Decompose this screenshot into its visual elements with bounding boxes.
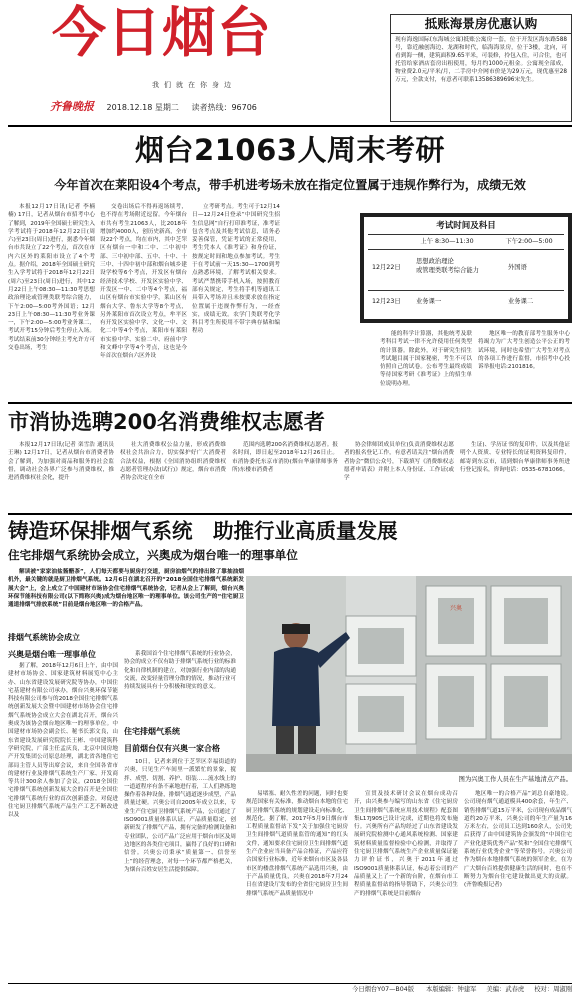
schedule-row-2 <box>368 297 564 311</box>
story1-subhead: 今年首次在莱阳设4个考点，带手机进考场未放在指定位置属于违规作弊行为，成绩无效 <box>54 178 526 192</box>
story2-col1: 本报12月17日讯(记者 栾雪浩 通讯员 王琳) 12月17日，记者从烟台市消费者协会了解到，为加强对商品和服务的社会监督，调动社会各界广泛参与消费维权，推进消费维权社会化，提升 <box>8 442 114 482</box>
story3-mid-heading <box>124 726 236 754</box>
left-heading-2: 兴奥是烟台唯一理事单位 <box>8 650 96 659</box>
mid-heading-2: 目前烟台仅有兴奥一家合格 <box>124 744 220 753</box>
story3-headline: 铸造环保排烟气系统 助推行业高质量发展 <box>8 519 398 543</box>
ad-body: 现有海逸国际(东海城公寓)抵账公寓房一套，位于开发区海东路588号，靠近融创海边、龙湖和时代，临海海景房，位于3楼，北向，可看到海一侧，建筑面积9.65平米，可装修，拎包入住，可合住，也可托管给家酒店套房出租使用，每月约1000元租金。公寓现全部成，物业费2.0元/平米/月，二手房中介网市价是为29万元，现优惠至28万元，全款支付，有意者可联系13586389696宋先生。 <box>395 37 567 83</box>
story1-col1: 本报12月17日讯(记者 李楠楠) 17日，记者从烟台市招考中心了解到，2019年全国硕士研究生入学考试将于2018年12月22日(周六)至23日(周日)进行，据悉今年烟台市共设立了22个考点，首次在市内六区外的莱阳市设立了4个考点。据介绍，2018年全国硕士研究生入学考试将于2018年12月22日(周六)至23日(周日)进行，其中12月22日上午08:30—11:30考思想政治理论或管理类联考综合能力，下午2:00—5:00考外国语；12月23日上午08:30—11:30考业务课一，下午2:00—5:00考业务课二，考试开考15分钟后考生停止入场。考试结束前30分钟经主考允许方可交卷出场，考生 <box>8 204 95 352</box>
masthead <box>0 0 390 100</box>
story1-col2: 交卷出场后不得再返场续考，也不得在考场附近逗留。今年烟台市共有考生21063人，比2018年增加约4000人，创历史新高，全市设22个考点，均在市内，其中芝罘区有烟台一中和二中、二中初中部、三中初中部、五中、十中、十三中、十四中初中部和烟台城乡建设学校等6个考点，开发区有烟台经济技术学校、开发区实验中学、开发区一中、二中等4个考点，福山区有烟台市实验中学，莱山区有烟台大学、鲁东大学等8个考点，另外莱阳市首次设立考点，牟平区有开发区实验中学、文化一中、文化二中等4个考点，莱阳市有莱阳市实验中学、实验二中、府前中学和文峰中学等4个考点，这也是今年首次在烟台六区外设 <box>100 204 187 360</box>
page-footer <box>8 984 572 995</box>
story2-headline: 市消协选聘200名消费维权志愿者 <box>8 410 325 434</box>
story1-col3: 立考研考点。考生可于12月14日—12月24日登录“中国研究生招生信息网”自行打印准考证，准考证包含考点及其他考试信息，请务必妥善保管，凭证考试的正常使用，考生凭本人《准考证》和身份证，按规定时间和地点参加考试。考生于在考试前一天15:30—1700到考点熟悉环境，了解考试相关要求。考试严禁携带手机入场，按照教育部有关规定，考生将手机等通讯工具带入考场并且未按要求放在指定位置属于违规作弊行为，一经查实，成绩无效。农学门类联考化学科目考生所使用不带字典存储和编程功 <box>192 204 280 335</box>
story2-col3: 范围内选聘200名消费维权志愿者。报名时间，即日起至2018年12月26日止。市消协委托东京市消协(烟台华康律师事务所)东楼市消费者 <box>232 442 338 473</box>
story2-col4: 协会律师团成员单位)负责消费维权志愿者的报名登记工作，有意者请关注“烟台消费者协会”微信公众号，下载填写《消费维权志愿者申请表》并附上本人身份证、工作证(或学 <box>344 442 454 482</box>
story2-col2: 社大消费维权公益力量，形成消费维权社会共治合力，切实保护好广大消费者合法权益，根据《全国消协组织消费维权志愿者管理办法(试行)》规定，烟台市消费者协会决定在全市 <box>120 442 226 482</box>
schedule-pm-subject: 业务课二 <box>508 298 534 305</box>
story1-col5: 地区唯一的教育部考生服务中心将竭力为广大考生创造公平公正的考试环境，同时也希望广大考生对考点的各项工作进行监督，市招考中心投诉举报电话:2101816。 <box>478 331 570 371</box>
schedule-row-1 <box>368 257 564 285</box>
story3-mid-body-b: 10日，记者来到位于芝罘区幸福街道的兴奥，只见生产车间里一派繁忙的景象，搅拌、成型、切割、养护、组装……流水线上的一道道程序有条不紊地进行着，工人们熟练地操作着各种设备，排烟气通道逐步成型，产品质量过硬。兴奥公司自2005年成立以来，专业生产住宅厨卫排烟气系统产品，公司通过了ISO9001质量体系认证，产品质量稳定，创新研发了排烟气产品，拥有完备的检测设备和专业团队，公司产品广泛应用于烟台市区及周边地区的各类住宅项目，赢得了良好的口碑和信誉。兴奥公司秉承“质量第一、信誉至上”的经营理念，对每一个环节都严格把关，为烟台百姓安居生活提供保障。 <box>124 759 236 873</box>
exam-schedule-box <box>360 213 572 323</box>
masthead-slogan: 我们就在你身边 <box>152 81 236 89</box>
factory-photo <box>246 576 572 772</box>
story1-headline: 烟台21063人周末考研 <box>135 133 445 167</box>
story3-left-heading <box>8 632 118 660</box>
schedule-am-subject: 业务课一 <box>416 298 442 305</box>
schedule-pm-header: 下午2:00—5:00 <box>505 238 553 245</box>
schedule-title: 考试时间及科目 <box>436 221 496 231</box>
issue-date: 2018.12.18 星期二 <box>106 103 179 112</box>
story3-lower-col1: 易堵塞、耐久性差的问题，同时也要规范国家有关标准，推动烟台本地的住宅厨卫排烟气系统的规划建设走向标准化、规范化。据了解，2017年5月9日烟台市工程质量监督站下发“关于加强住宅厨房卫生间排烟气道质量监管的通知”的红头文件，通知要求住宅厨房卫生间排烟气道生产企业应当具备产品合格证，产品应符合国家行业标准，近年来烟台市区及各县市区的楼盘排烟气系统产品选用兴奥，由于产品质量优良，兴奥在2018年7月24日在省建设厅发布的全省住宅厨房卫生间排烟气系统产品质量情况中 <box>246 791 348 897</box>
masthead-info-bar <box>50 100 390 114</box>
story2-col5: 生证)、学历证书的复印件，以及其他证明个人资质、专业特长的证明资料复印件，邮寄到东京市，请到烟台华康律师事务所进行登记报名，咨询电话：0535-6781066。 <box>460 442 570 473</box>
mid-heading-1: 住宅排烟气系统 <box>124 727 180 736</box>
reader-hotline: 读者热线：96706 <box>191 103 257 112</box>
schedule-date: 12月23日 <box>372 298 401 305</box>
photo-caption: 图为兴奥工作人员在生产基地清点产品。 <box>458 776 572 783</box>
ad-title: 抵账海景房优惠认购 <box>391 15 571 34</box>
story3-lower-col2: 宣贯及技术研讨会议在烟台成功召开，由兴奥参与编写的山东省《住宅厨房卫生间排烟气系统应用技术规程》配套图集L17J905已设计完成，近期也将发布施行。兴奥所有产品均经过了山东省建设发展研究院检测中心通风系统检测、国家建筑材料质量监督检验中心检测，并取得了住宅厨卫排烟气系统生产企业质量保证能力评价证书，兴奥于2011年通过ISO9001质量体系认证，标志着公司的产品质量又上了一个新的台阶，在烟台市工程质量监督站的指导帮助下，兴奥公司生产的排烟气系统是目前烟台 <box>354 791 458 897</box>
story3-subhead: 住宅排烟气系统协会成立，兴奥成为烟台唯一的理事单位 <box>8 548 298 562</box>
story3-lead: 解读被“家家油盐酱醋茶”，人们每天都要与厨房打交道，厨房油烟气的排出除了靠抽油烟机外，最关键的就是厨卫排烟气系统。12月6日在湖北召开的“2018全国住宅排烟气系统新发展大会”上，会上成立了中国建材市场协会住宅排烟气系统协会，记者从会上了解到，烟台兴奥环保节能科技有限公司(以下简称兴奥)成为烟台地区唯一的理事单位。该公司生产的“住宅厨卫通道排烟气排放系统”目前是烟台地区唯一的合格产品。 <box>8 569 244 609</box>
schedule-date: 12月22日 <box>372 264 401 271</box>
paper-logo: 齐鲁晚报 <box>50 100 94 113</box>
footer-editor: 本版编辑：钟建军 <box>426 986 477 993</box>
left-heading-1: 排烟气系统协会成立 <box>8 633 80 642</box>
masthead-logo: 今日烟台 <box>52 1 272 64</box>
ad-box <box>390 14 572 122</box>
story1-col4: 能的科学计算器，其他统考及联考科目考试一律不允许使用任何类型的计算器。除此外，对于研究生招生考试题目属于国家秘密，考生不可以仿照自己的试卷。公布考生最终成绩等待国家考研《准考证》上的招生单位说明办理。 <box>380 331 472 387</box>
schedule-am-header: 上午 8:30—11:30 <box>420 238 474 245</box>
svg-text:兴奥: 兴奥 <box>450 605 463 612</box>
factory-photo-image <box>246 576 572 772</box>
schedule-am-subject: 思想政治理论 或管理类联考综合能力 <box>416 258 479 274</box>
schedule-pm-subject: 外国语 <box>508 264 527 271</box>
story3-mid-body-a: 系我国首个住宅排烟气系统的行业协会，协会的成立不仅有助于排烟气系统行业的标准化和自律机制的建立，对加强行业内部的沟通交流，改变轻量管理分散的情况，推动行业可持续发展具有十分积极和现实的意义。 <box>124 651 236 691</box>
story3-left-body: 据了解，2018年12月6日上午，由中国建材市场协会、国家建筑材料展览中心主办、山东省建设发展研究院等协办，中国住宅基建材有限公司承办，烟台兴奥环保节能科技有限公司参与的2018全国住宅排烟气系统创新发展大会暨中国建材市场协会住宅排烟气系统协会成立大会在湖北召开，烟台兴奥成为该协会烟台地区唯一的理事单位。中国建材市场协会副会长、秘书长郭文良，山东省建设发展研究院院长王彬、中国建筑科学研究院，广部主任孟庆良，北京中国房地产开发集团公司原总经理，湖北省各地住宅部局主管人员等出席会议，来自全国各省市的建材行业及排烟气系统生产厂家、开发商等共计300余人参加了会议。(2018全国住宅排烟气系统创新发展大会的召开是全国住宅排烟气系统行业的首次创新盛会，对促进住宅厨卫排烟气系统产品生产工艺不断改进以及 <box>8 663 118 819</box>
footer-edition: 今日烟台Y07—B04版 <box>352 986 415 993</box>
story3-lower-col3: 地区唯一的合格产品”刘总自豪地说。公司现有烟气通道模具400余套，年生产、销售排烟气道15万平米，公司现有成品烟气道约20万平米，兴奥公司的年生产量为16万米左右，公司员工达到160余人，公司先后获得了由中国建筑协会颁发的“中国住宅产业化建筑优秀产品”奖和“全国住宅排烟气系统行业优秀企业”等荣誉称号。兴奥公司作为烟台本地排烟气系统的领军企业，在为广大烟台百姓提供健康生活的同时，也在不断努力为烟台住宅建设做出更大的贡献。(齐鲁晚报记者) <box>464 791 572 889</box>
footer-proof: 校对：周淑刚 <box>534 986 572 993</box>
footer-designer: 美编：武春虎 <box>486 986 525 993</box>
